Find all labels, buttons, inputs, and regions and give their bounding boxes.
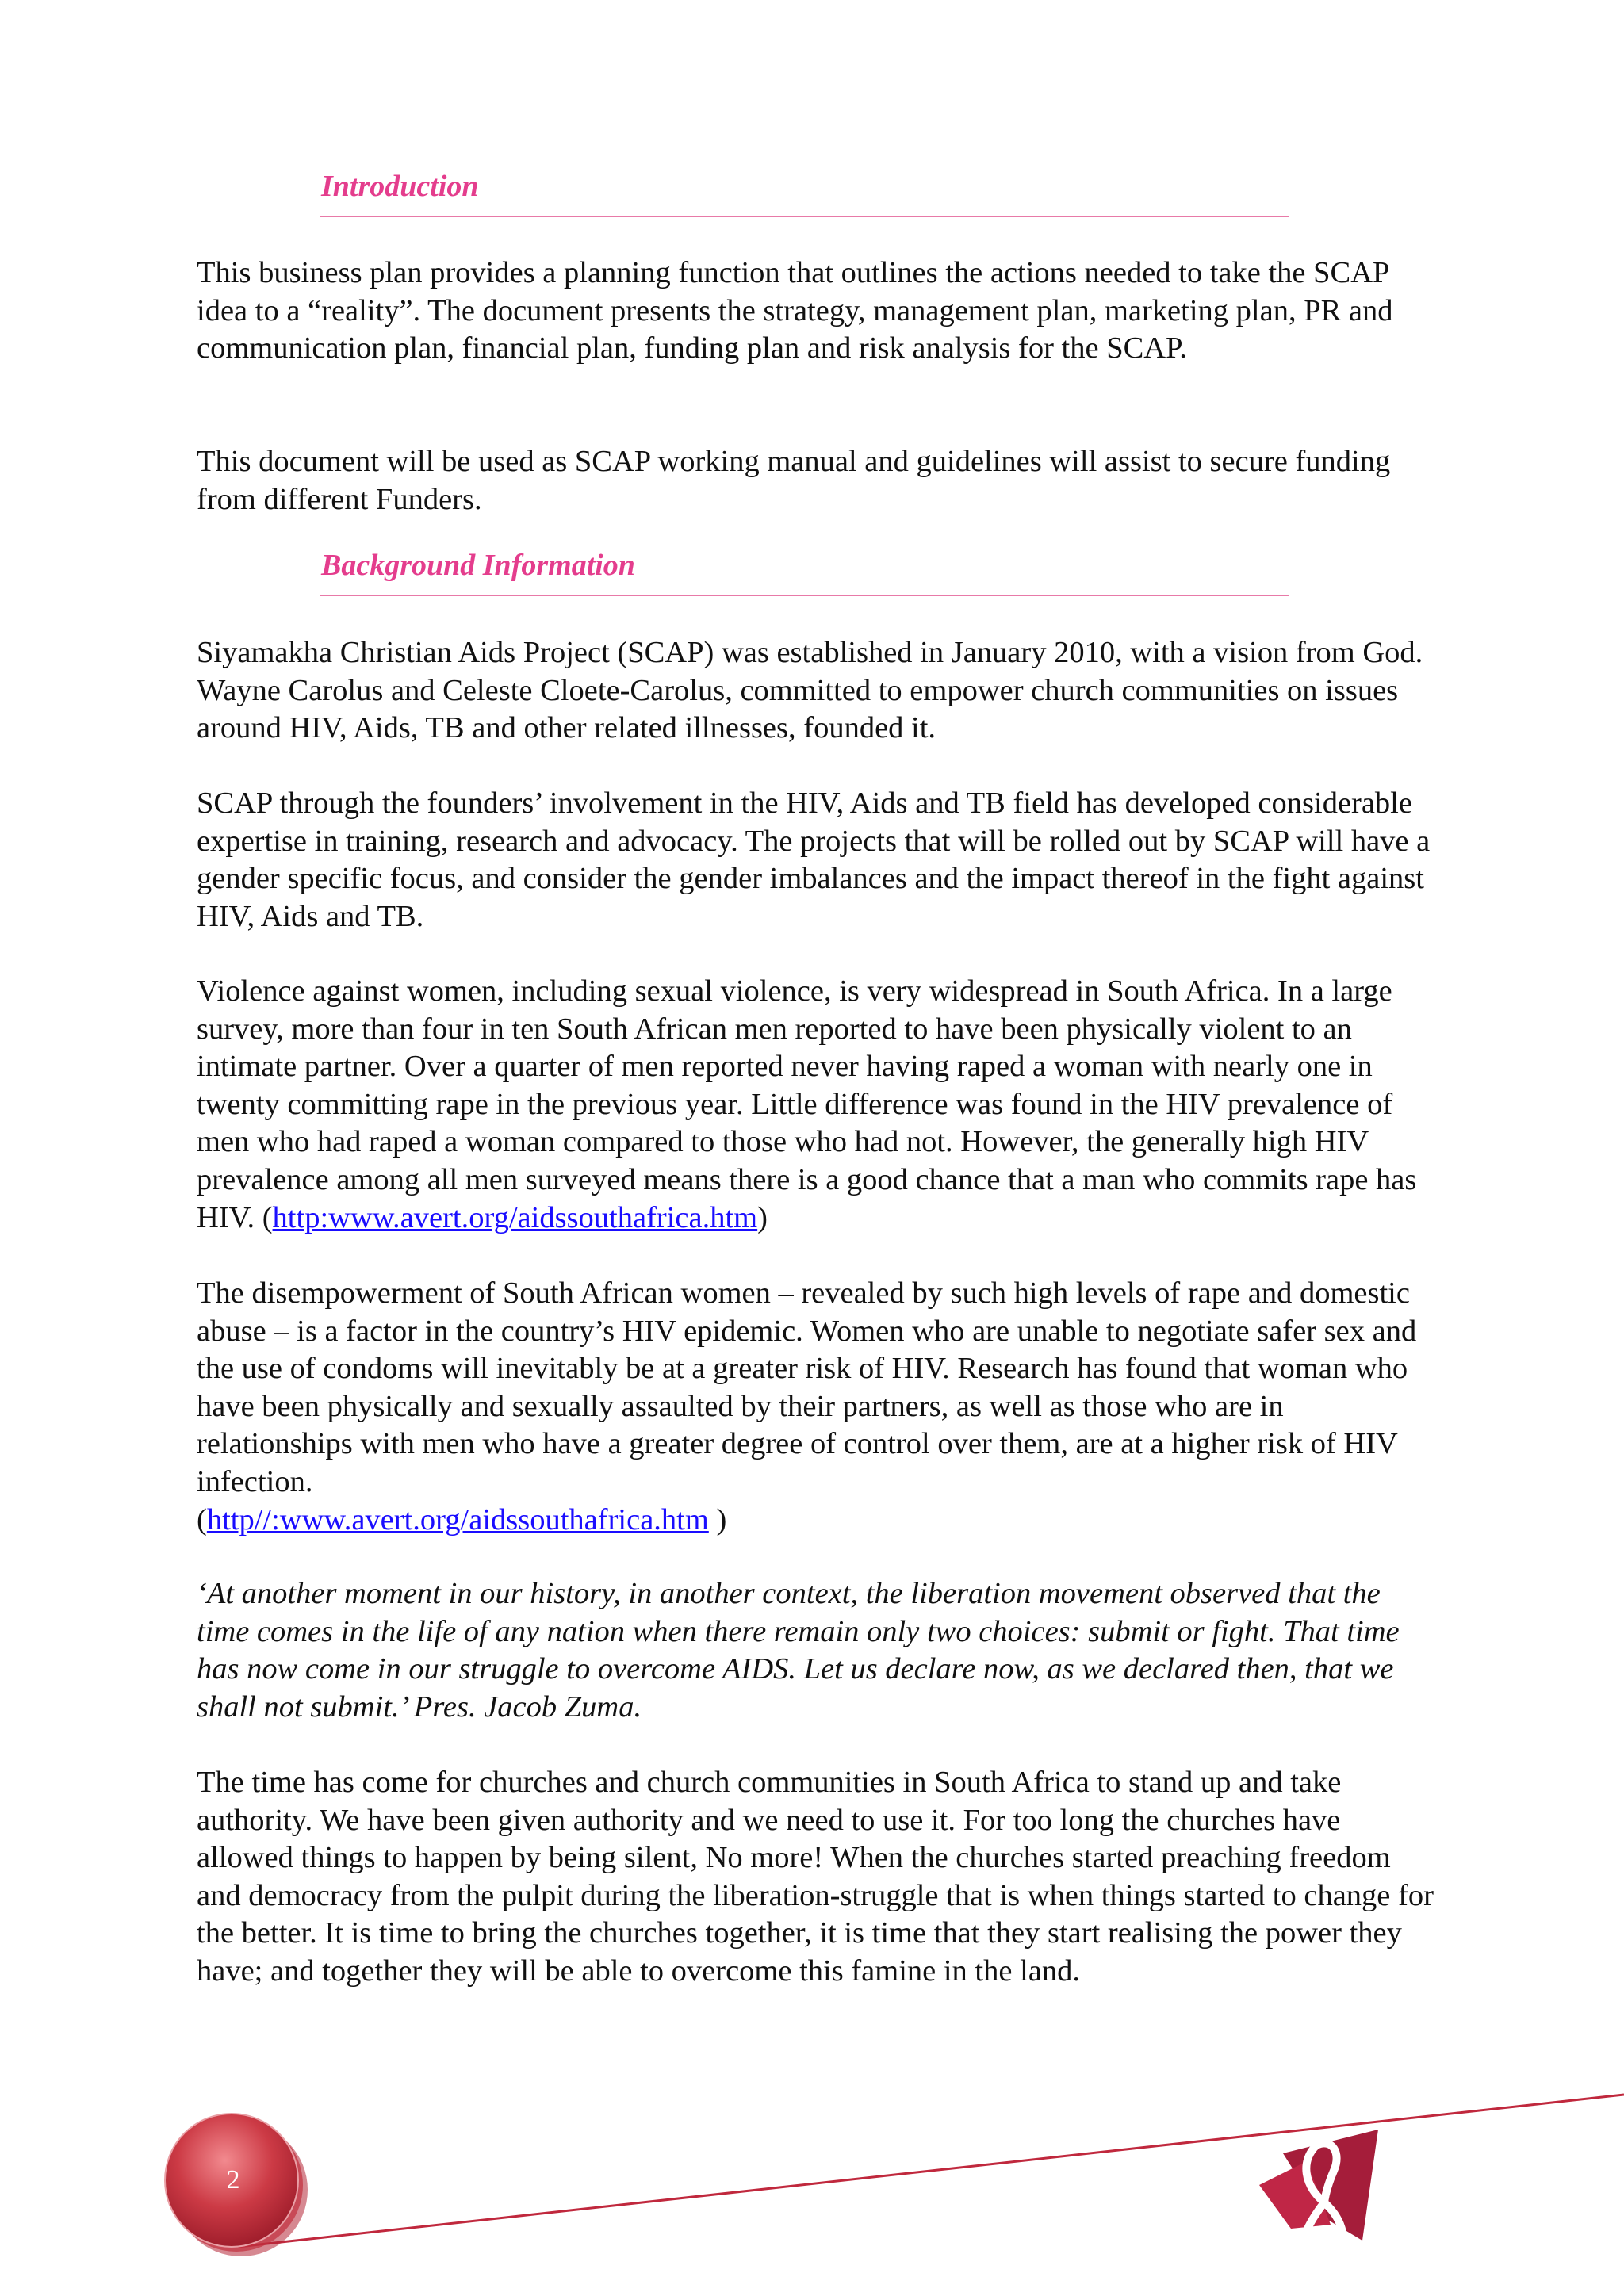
- avert-link-1[interactable]: http:www.avert.org/aidssouthafrica.htm: [272, 1200, 758, 1234]
- background-paragraph-3: Violence against women, including sexual violence, is very widespread in South Africa. In a large survey, more than four in ten South African men reported to have been physically violent to an intimate partner. Over a quarter of men reported never having raped a woman with nearly one in twenty committing rape in the previous year. Little difference was found in the HIV prevalence of men who had raped a woman compared to those who had not. However, the generally high HIV prevalence among all men surveyed means there is a good chance that a man who commits rape has HIV. (http:www.avert.org/aidssouthafrica.htm): [197, 974, 1417, 1234]
- background-paragraph-1: Siyamakha Christian Aids Project (SCAP) was established in January 2010, with a vision from God. Wayne Carolus and Celeste Cloete-Carolus, committed to empower church communities on issues around HIV, Aids, TB and other related illnesses, founded it.: [197, 636, 1423, 745]
- heading-background-information: Background Information: [321, 549, 635, 582]
- background-paragraph-4: The disempowerment of South African women – revealed by such high levels of rape and domestic abuse – is a factor in the country’s HIV epidemic. Women who are unable to negotiate safer sex and the use of condoms will inevitably be at a greater risk of HIV. Research has found that woman who have been physically and sexually assaulted by their partners, as well as those who are in relationships with men who have a greater degree of control over them, are at a higher risk of HIV infection. (http//:www.avert.org/aidssouthafrica.htm ): [197, 1276, 1417, 1536]
- red-ribbon-logo: [1259, 2130, 1378, 2248]
- intro-paragraph-1: This business plan provides a planning function that outlines the actions needed to take the SCAP idea to a “reality”. The document presents the strategy, management plan, marketing plan, PR and communication plan, financial plan, funding plan and risk analysis for the SCAP.: [197, 256, 1393, 365]
- page-number: 2: [226, 2165, 240, 2195]
- background-paragraph-5: The time has come for churches and church communities in South Africa to stand up and take authority. We have been given authority and we need to use it. For too long the churches have allowed things to happen by being silent, No more! When the churches started preaching freedom and democracy from the pulpit during the liberation-struggle that is when things started to change for the better. It is time to bring the churches together, it is time that they start realising the power they have; and together they will be able to overcome this famine in the land.: [197, 1766, 1434, 1988]
- heading-introduction: Introduction: [321, 170, 479, 203]
- avert-link-2[interactable]: http//:www.avert.org/aidssouthafrica.htm: [206, 1502, 709, 1536]
- intro-paragraph-2: This document will be used as SCAP working manual and guidelines will assist to secure funding from different Funders.: [197, 445, 1391, 516]
- footer-rule: [238, 2095, 1624, 2247]
- background-paragraph-2: SCAP through the founders’ involvement in the HIV, Aids and TB field has developed considerable expertise in training, research and advocacy. The projects that will be rolled out by SCAP will have a gender specific focus, and consider the gender imbalances and the impact thereof in the fight against HIV, Aids and TB.: [197, 786, 1431, 933]
- zuma-quote: ‘At another moment in our history, in another context, the liberation movement observed that the time comes in the life of any nation when there remain only two choices: submit or fight. That time has now come in our struggle to overcome AIDS. Let us declare now, as we declared then, that we shall not submit.’ Pres. Jacob Zuma.: [197, 1577, 1400, 1724]
